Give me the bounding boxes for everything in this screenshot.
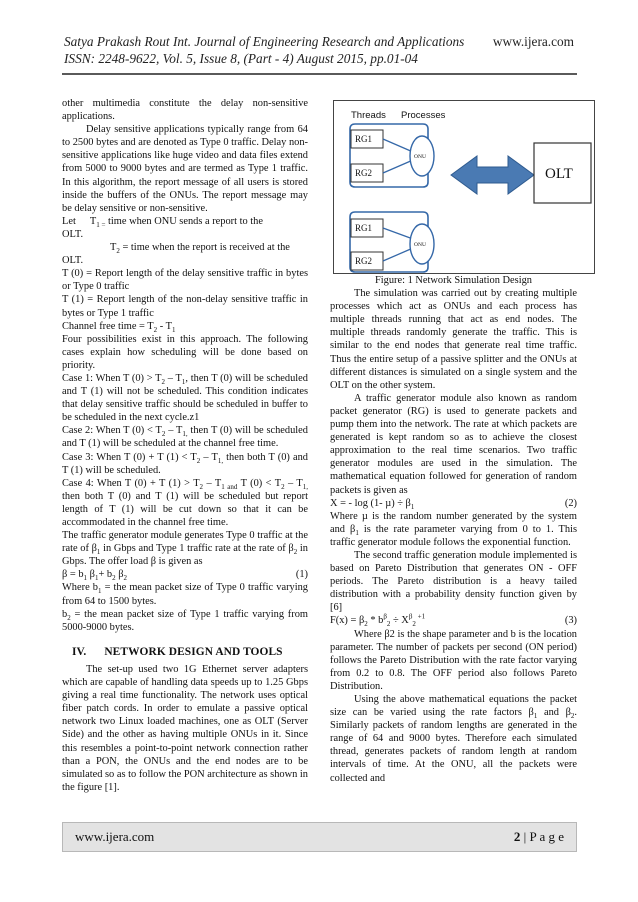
- journal-title: Satya Prakash Rout Int. Journal of Engineering Research and Applications: [64, 34, 465, 49]
- threads-label: Threads: [351, 110, 386, 121]
- paragraph: The simulation was carried out by creating multiple processes which act as ONUs and each process has multiple threads running that act as end nodes. The multiple threads randomly generate the traffic. This is similar to the end nodes that generate real time traffic. Thus the entire setup of a passive splitter and the ONUs at different distances is simulated on a single system and the OLT on the other system.: [330, 288, 577, 391]
- header-rule: [62, 73, 577, 75]
- network-simulation-figure: [333, 100, 595, 274]
- text-line: OLT.: [62, 255, 84, 267]
- equation-number: (3): [564, 615, 577, 627]
- figure-caption: Figure: 1 Network Simulation Design: [374, 275, 532, 286]
- rg-label: RG2: [355, 168, 373, 178]
- issn-line: ISSN: 2248-9622, Vol. 5, Issue 8, (Part - 4) August 2015, pp.01-04: [64, 51, 418, 66]
- equation-2: X = - log (1- $\mu) \div \beta_1$ (2): [330, 497, 577, 511]
- rg-label: RG2: [355, 256, 373, 266]
- channel-free-time: Channel free time = $T_2 - T_1$: [62, 320, 176, 334]
- section-heading: IV. NETWORK DESIGN AND TOOLS: [72, 645, 283, 658]
- text-line: OLT.: [62, 228, 84, 240]
- rg-label: RG1: [355, 134, 373, 144]
- paragraph: The second traffic generation module implemented is based on Pareto Distribution that generates ON - OFF periods. The Pareto distribution is a heavy tailed distribution with a probability density function given by [6]: [330, 549, 577, 614]
- equation-number: (2): [564, 497, 577, 509]
- onu-label: ONU: [414, 154, 426, 160]
- paragraph: The set-up used two 1G Ethernet server adapters which are capable of handling data speeds up to 1.25 Gbps giving a real time functionality. The network uses optical fiber patch cords. In order to emulate a passive optical network two Linux loaded machines, one as OLT (Server Side) and the other as having multiple ONUs in it. Since this resembles a point-to-point network connection rather than a PON, the ONUs and the end nodes are to be simulated so as to follow the PON architecture as shown in the figure [1].: [62, 663, 308, 793]
- definition-t1: Let $T_{1 =}$ time when ONU sends a report to the: [62, 215, 263, 229]
- case-2: Case 2: When T $(0) < T_2 - T_{1,}$ then T (0) will be scheduled and T (1) will be scheduled at the channel free time.: [62, 425, 308, 450]
- paragraph: The traffic generator module generates Type 0 traffic at the rate of $\beta_1$ in Gbps and Type 1 traffic rate at the rate of $\beta_2$ in Gbps. The offer load β is given as: [62, 530, 309, 568]
- paragraph: A traffic generator module also known as random packet generator (RG) is used to generate packets and pump them into the network. The rate at which packets are generated is kept random so as to achieve the closest approximation to the real time scenarios. Two traffic generator modules are used in the simulation. The mathematical equation followed for generation of random packets is given as: [330, 392, 577, 496]
- olt-label: OLT: [545, 166, 573, 182]
- paragraph: Where µ is the random number generated by the system and $\beta_1$ is the rate parameter varying from 0 to 1. This traffic generator module follows the exponential function.: [330, 510, 578, 548]
- case-1: Case 1: When T $(0) > T_2 - T_1$, then T (0) will be scheduled and T (1) will not be scheduled. This condition indicates that delay sensitive traffic should be scheduled in buffer to be scheduled in the next cycle.z1: [62, 372, 308, 424]
- definition-t1-length: T (1) = Report length of the non-delay sensitive traffic in bytes or Type 1 traffic: [62, 294, 308, 319]
- paragraph: Where β2 is the shape parameter and b is the location parameter. The number of packets per second (ON period) follows the Pareto Distribution with the rate factor varying from 0.2 to 0.8. The OFF period also follows Pareto Distribution.: [330, 628, 577, 692]
- right-column: [330, 97, 577, 785]
- definition-t2: $T_2$ = time when the report is received at the: [110, 242, 290, 256]
- figure-diagram: [333, 100, 595, 274]
- page-number: 2 | P a g e: [513, 829, 564, 844]
- left-column: [62, 97, 308, 794]
- definition-b2: $b_2$ = the mean packet size of Type 1 traffic varying from 5000-9000 bytes.: [62, 608, 308, 633]
- paragraph: Four possibilities exist in this approach. The following cases explain how scheduling will be done based on priority.: [62, 333, 308, 371]
- definition-t0: T (0) = Report length of the delay sensitive traffic in bytes or Type 0 traffic: [62, 268, 308, 293]
- footer-website[interactable]: www.ijera.com: [75, 829, 155, 844]
- header-website[interactable]: www.ijera.com: [492, 34, 574, 49]
- equation-1: $\beta = b_1$ $\beta_1+ b_2$ $\beta_2$ (1): [62, 569, 308, 583]
- onu-label: ONU: [414, 242, 426, 248]
- equation-number: (1): [295, 569, 308, 581]
- processes-label: Processes: [401, 110, 446, 121]
- paragraph: other multimedia constitute the delay non-sensitive applications.: [62, 98, 308, 123]
- case-3: Case 3: When T (0) + T $(1) < T_2 - T_{1,}$ then both T (0) and T (1) will be scheduled.: [62, 451, 308, 476]
- paragraph: Delay sensitive applications typically range from 64 to 2500 bytes and are denoted as Type 0 traffic. Delay non-sensitive applications like huge video and data files extend from 5000 to 9000 bytes and are termed as Type 1 traffic. In this algorithm, the report message of all users is stored inside the buffers of the ONUs. The report message may be delay sensitive or non-sensitive.: [62, 124, 308, 214]
- page-footer: [62, 822, 577, 852]
- case-4: Case 4: When T (0) + T $(1) > T_2 - T_{1 and}$ T $(0) < T_2 - T_{1,}$ then both T (0) and T (1) will be scheduled but report length of T (1) will be cut down so that it can be accommodated in the channel free time.: [62, 477, 308, 528]
- rg-label: RG1: [355, 223, 373, 233]
- equation-3: $F(x) = \beta_2 * b^\beta_2 \div X^\beta_2$ $^{+1}$ (3): [330, 612, 577, 629]
- definition-b1: Where $b_1$ = the mean packet size of Type 0 traffic varying from 64 to 1500 bytes.: [62, 582, 308, 607]
- paragraph: Using the above mathematical equations the packet size can be varied using the rate factors $\beta_1$ and $\beta_2$. Similarly packets of random lengths are generated in the range of 64 and 9000 bytes. Therefore each simulated thread, generates packets of random length at random intervals of time. At the ONU, all the packets were collected and: [330, 694, 577, 784]
